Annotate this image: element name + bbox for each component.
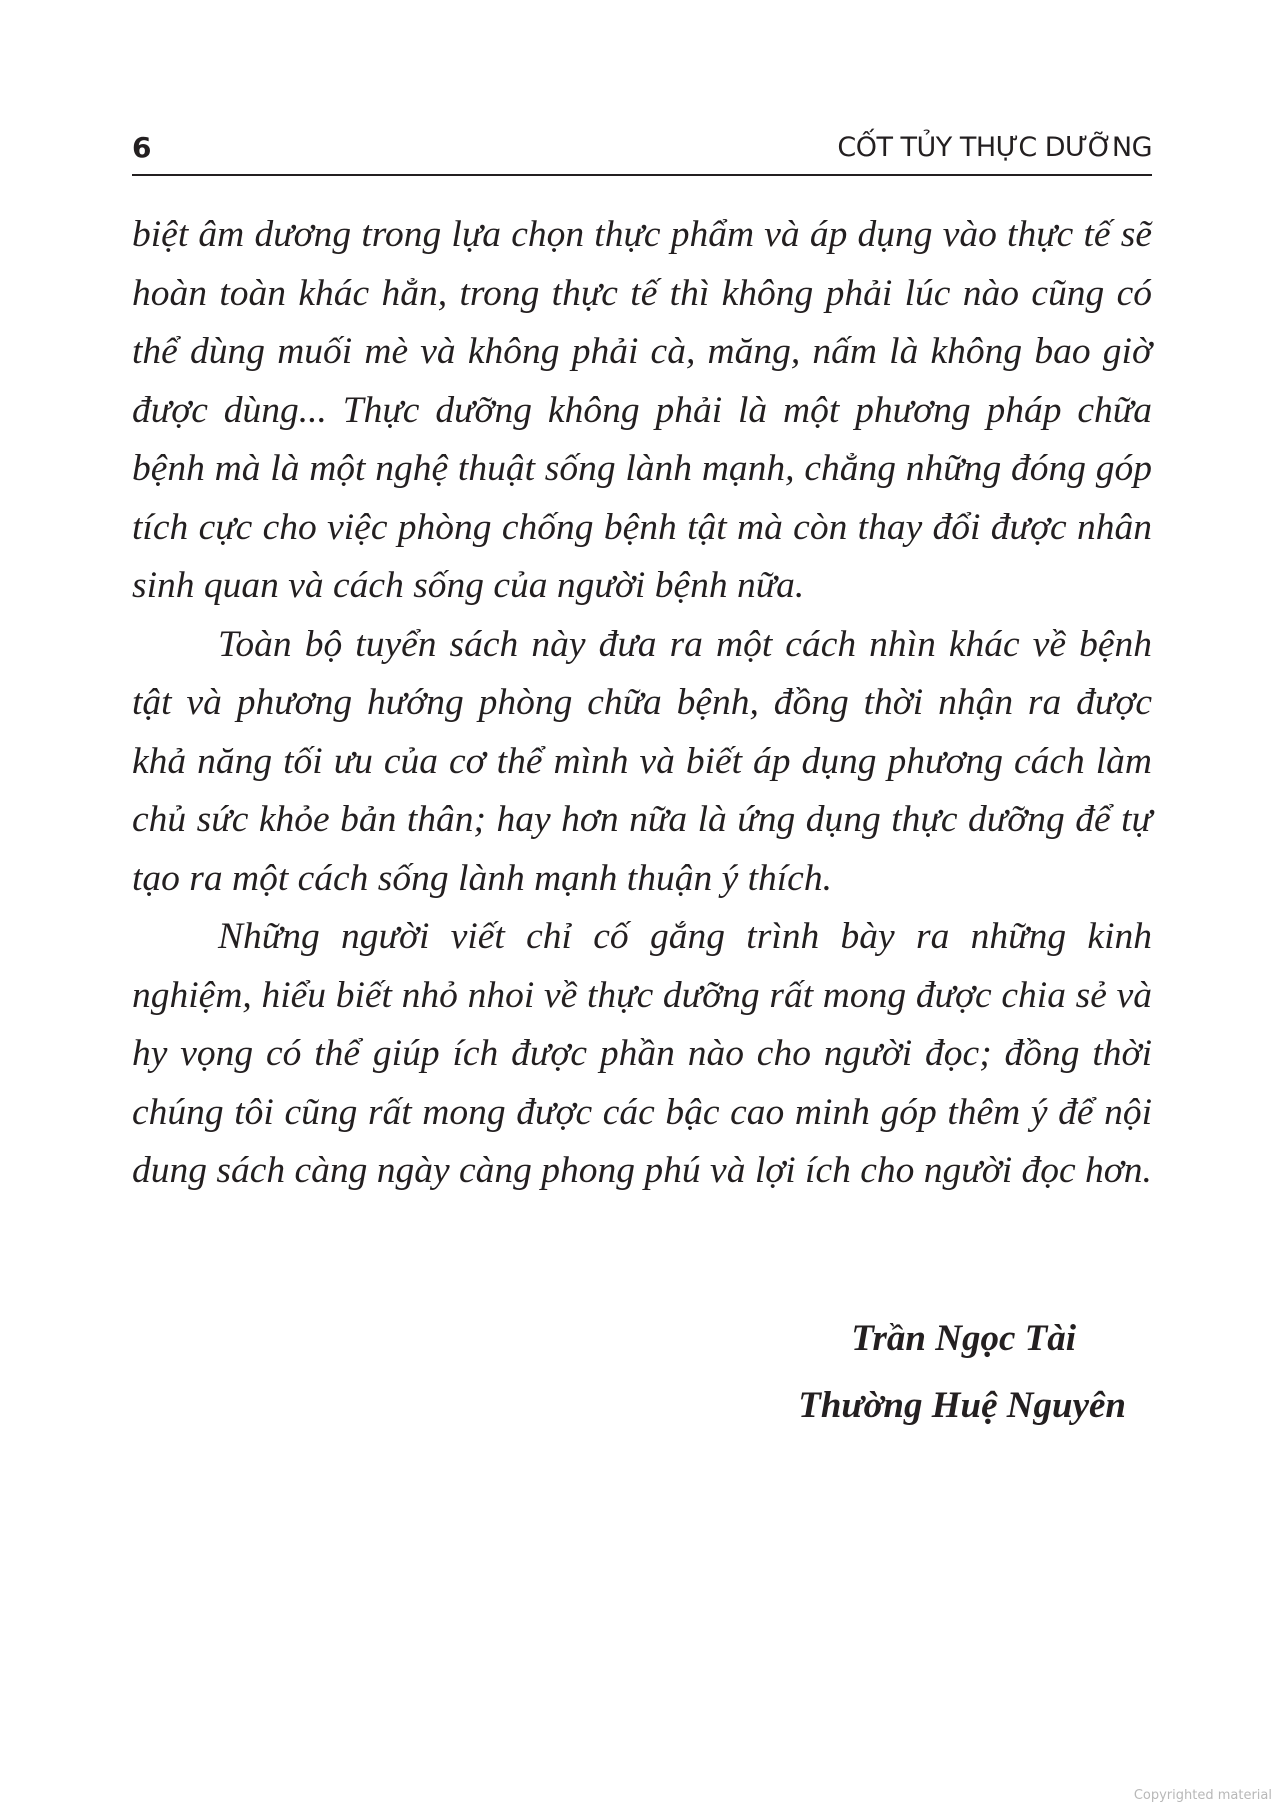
page-header bbox=[132, 128, 1152, 176]
paragraph-2: Toàn bộ tuyển sách này đưa ra một cách nhìn khác về bệnh tật và phương hướng phòng chữa bệnh, đồng thời nhận ra được khả năng tối ưu của cơ thể mình và biết áp dụng phương cách làm chủ sức khỏe bản thân; hay hơn nữa là ứng dụng thực dưỡng để tự tạo ra một cách sống lành mạnh thuận ý thích. bbox=[132, 623, 1152, 899]
paragraph-3: Những người viết chỉ cố gắng trình bày ra những kinh nghiệm, hiểu biết nhỏ nhoi về thực dưỡng rất mong được chia sẻ và hy vọng có thể giúp ích được phần nào cho người đọc; đồng thời chúng tôi cũng rất mong được các bậc cao minh góp thêm ý để nội dung sách càng ngày càng phong phú và lợi ích cho người đọc hơn. bbox=[132, 916, 1152, 1191]
author-signature-2: Thường Huệ Nguyên bbox=[798, 1385, 1126, 1426]
running-title: CỐT TỦY THỰC DƯỠNG bbox=[837, 132, 1152, 163]
page-number: 6 bbox=[132, 131, 152, 164]
body-text bbox=[132, 206, 1152, 1201]
paragraph-1: biệt âm dương trong lựa chọn thực phẩm và áp dụng vào thực tế sẽ hoàn toàn khác hẳn, trong thực tế thì không phải lúc nào cũng có thể dùng muối mè và không phải cà, măng, nấm là không bao giờ được dùng... Thực dưỡng không phải là một phương pháp chữa bệnh mà là một nghệ thuật sống lành mạnh, chẳng những đóng góp tích cực cho việc phòng chống bệnh tật mà còn thay đổi được nhân sinh quan và cách sống của người bệnh nữa. bbox=[132, 214, 1152, 606]
author-signature-1: Trần Ngọc Tài bbox=[851, 1318, 1076, 1359]
copyright-watermark: Copyrighted material bbox=[1133, 1788, 1272, 1803]
